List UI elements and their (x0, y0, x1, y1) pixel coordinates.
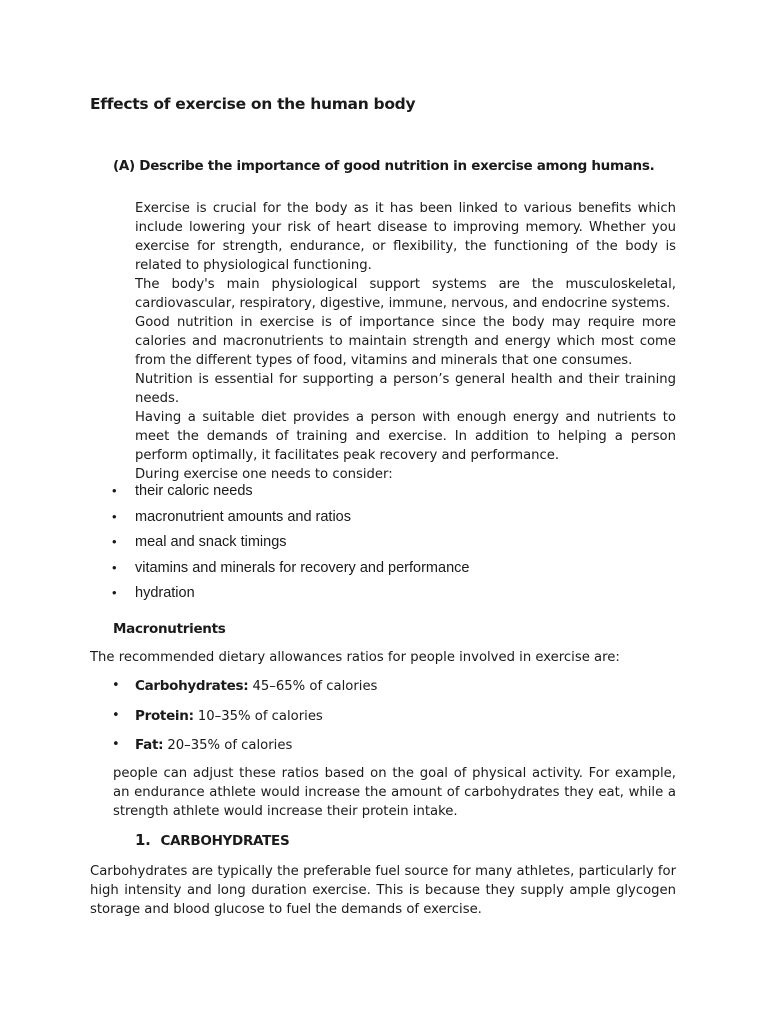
macro-list (112, 676, 377, 765)
section-number: 1. (135, 831, 151, 849)
paragraph: Having a suitable diet provides a person with enough energy and nutrients to meet the demands of training and exercise. In addition to helping a person perform optimally, it facilitates peak recovery and performance. (135, 410, 676, 463)
macro-value: 45–65% of calories (252, 679, 378, 694)
list-item: • vitamins and minerals for recovery and performance (112, 557, 469, 583)
macro-term: Protein: (135, 707, 194, 724)
paragraph: Exercise is crucial for the body as it has been linked to various benefits which include lowering your risk of heart disease to improving memory. Whether you exercise for strength, endurance, or flexibility, the functioning of the body is related to physiological functioning. (135, 201, 676, 273)
list-item: • macronutrient amounts and ratios (112, 506, 469, 532)
list-item: • meal and snack timings (112, 531, 469, 557)
paragraph: Nutrition is essential for supporting a person’s general health and their training needs. (135, 372, 676, 406)
question-heading: (A) Describe the importance of good nutrition in exercise among humans. (113, 158, 655, 174)
paragraph: Good nutrition in exercise is of importance since the body may require more calories and macronutrients to maintain strength and energy which most come from the different types of food, vitamins and minerals that one consumes. (135, 315, 676, 368)
carbohydrates-paragraph: Carbohydrates are typically the preferable fuel source for many athletes, particularly for high intensity and long duration exercise. This is because they supply ample glycogen storage and blood glucose to fuel the demands of exercise. (90, 864, 676, 917)
list-item: • hydration (112, 582, 469, 608)
paragraph: The body's main physiological support systems are the musculoskeletal, cardiovascular, respiratory, digestive, immune, nervous, and endocrine systems. (135, 277, 676, 311)
macro-term: Fat: (135, 737, 164, 753)
intro-section (135, 199, 676, 484)
list-item (112, 706, 377, 736)
section-title: CARBOHYDRATES (160, 833, 290, 849)
paragraph: During exercise one needs to consider: (135, 467, 393, 482)
adjust-paragraph: people can adjust these ratios based on the goal of physical activity. For example, an endurance athlete would increase the amount of carbohydrates they eat, while a strength athlete would increase their protein intake. (113, 766, 676, 819)
rda-intro-text: The recommended dietary allowances ratios for people involved in exercise are: (90, 650, 620, 665)
macro-value: 20–35% of calories (167, 738, 293, 753)
macronutrients-heading: Macronutrients (113, 621, 226, 637)
section-heading (135, 831, 289, 849)
document-title: Effects of exercise on the human body (90, 95, 416, 113)
macro-term: Carbohydrates: (135, 678, 249, 694)
list-item (112, 676, 377, 706)
macro-value: 10–35% of calories (197, 708, 323, 724)
list-item (112, 735, 377, 765)
list-item: • their caloric needs (112, 480, 469, 506)
consider-list (112, 480, 469, 608)
